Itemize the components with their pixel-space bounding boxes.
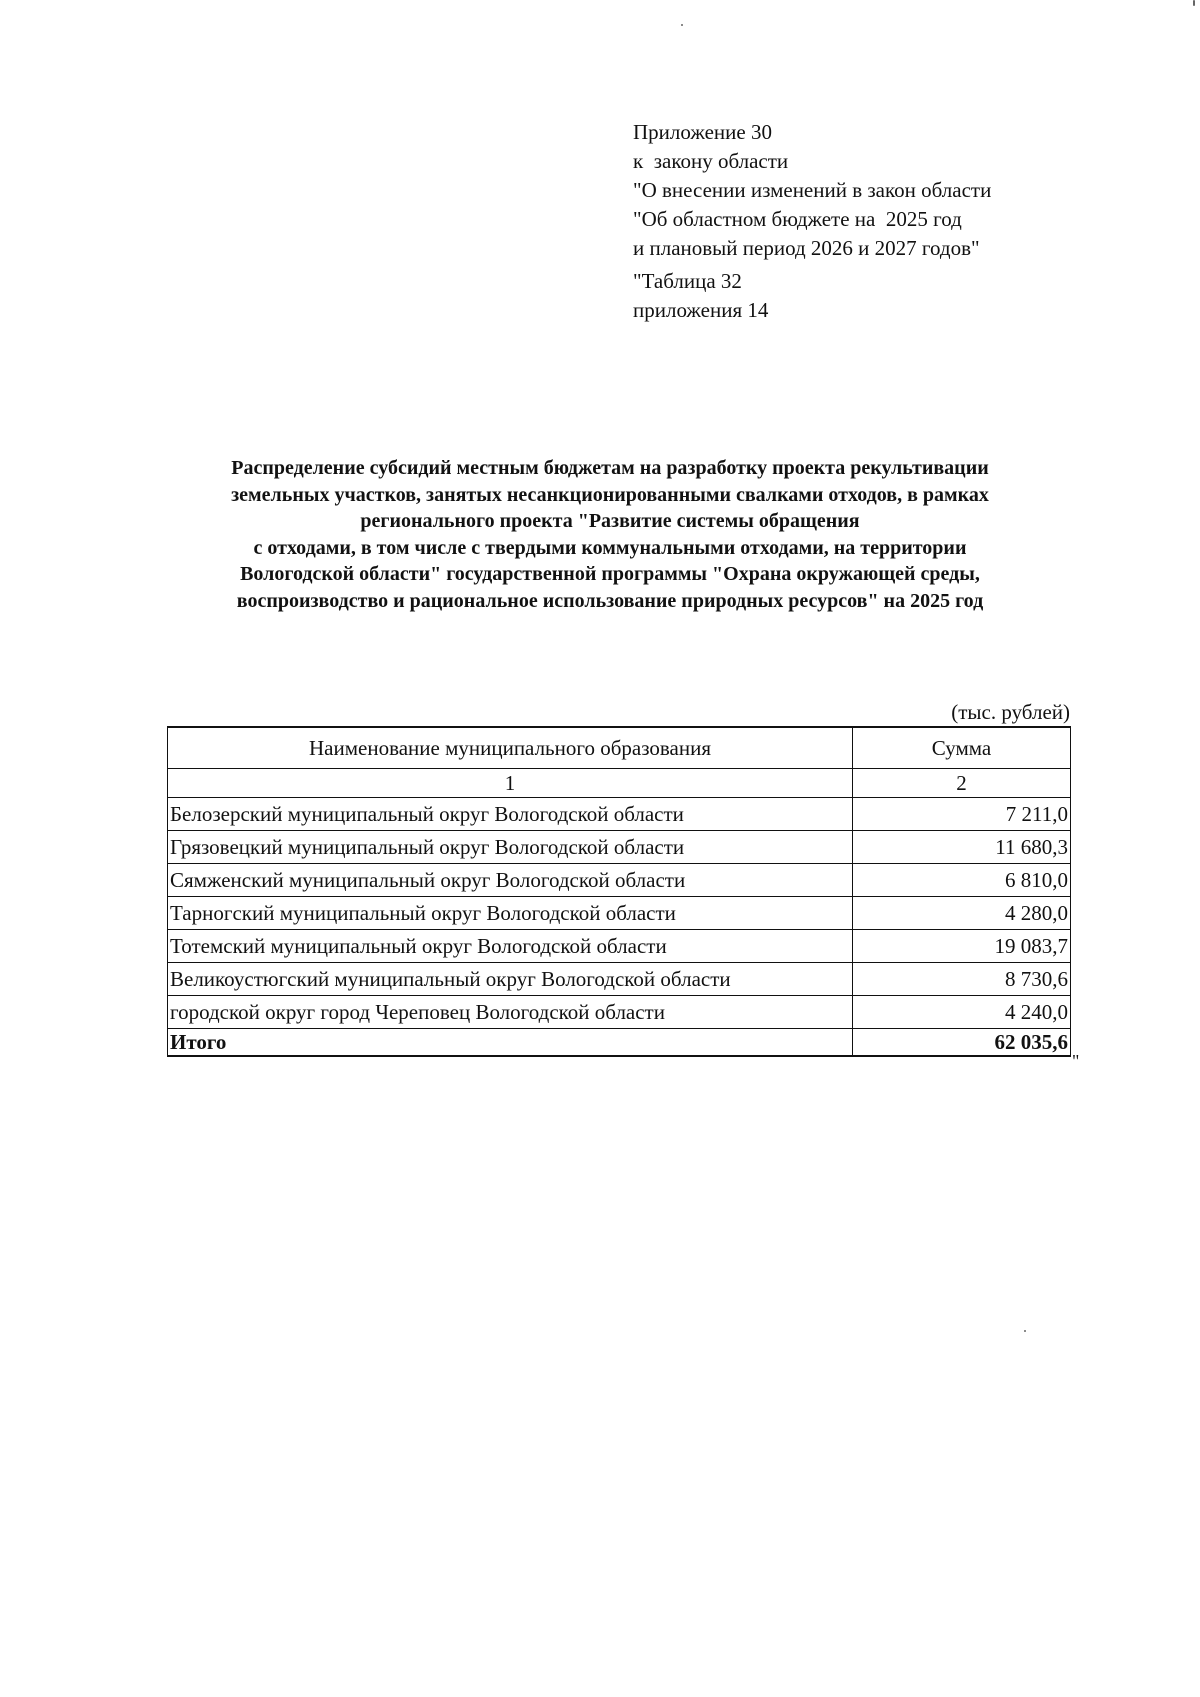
appendix-header xyxy=(633,118,991,325)
appendix-line: Приложение 30 xyxy=(633,120,772,144)
title-line: с отходами, в том числе с твердыми коммунальными отходами, на территории xyxy=(253,536,967,559)
subsidy-table xyxy=(167,726,1071,1057)
municipality-name: Тотемский муниципальный округ Вологодской области xyxy=(168,930,853,963)
table-header-row xyxy=(168,727,1071,769)
title-line: воспроизводство и рациональное использование природных ресурсов" на 2025 год xyxy=(236,589,984,612)
document-title xyxy=(150,455,1070,614)
subsidy-amount: 4 280,0 xyxy=(853,897,1071,930)
municipality-name: Сямженский муниципальный округ Вологодской области xyxy=(168,864,853,897)
column-number-row xyxy=(168,769,1071,798)
title-line: земельных участков, занятых несанкционированными свалками отходов, в рамках xyxy=(231,483,989,506)
subsidy-amount: 7 211,0 xyxy=(853,798,1071,831)
table-reference-line: "Таблица 32 xyxy=(633,269,742,293)
table-reference-line: приложения 14 xyxy=(633,298,769,322)
table-row xyxy=(168,930,1071,963)
municipality-name: городской округ город Череповец Вологодской области xyxy=(168,996,853,1029)
subsidy-amount: 4 240,0 xyxy=(853,996,1071,1029)
scan-speck xyxy=(1193,0,1195,6)
scan-speck xyxy=(681,24,683,26)
subsidy-amount: 19 083,7 xyxy=(853,930,1071,963)
table-row xyxy=(168,864,1071,897)
table-row xyxy=(168,798,1071,831)
scan-speck xyxy=(1024,1330,1026,1332)
municipality-name: Белозерский муниципальный округ Вологодской области xyxy=(168,798,853,831)
table-row xyxy=(168,897,1071,930)
units-label: (тыс. рублей) xyxy=(951,700,1070,724)
total-row xyxy=(168,1029,1071,1057)
closing-quote-mark: " xyxy=(1072,1051,1080,1071)
title-line: Вологодской области" государственной программы "Охрана окружающей среды, xyxy=(240,563,980,585)
title-line: Распределение субсидий местным бюджетам на разработку проекта рекультивации xyxy=(231,457,989,479)
municipality-name: Великоустюгский муниципальный округ Вологодской области xyxy=(168,963,853,996)
table-row xyxy=(168,996,1071,1029)
appendix-line: "О внесении изменений в закон области xyxy=(633,178,992,202)
total-label: Итого xyxy=(168,1029,853,1057)
appendix-line: "Об областном бюджете на 2025 год xyxy=(633,207,962,231)
subsidy-amount: 6 810,0 xyxy=(853,864,1071,897)
total-amount: 62 035,6 xyxy=(853,1029,1071,1057)
municipality-name: Тарногский муниципальный округ Вологодской области xyxy=(168,897,853,930)
table-row xyxy=(168,831,1071,864)
table-row xyxy=(168,963,1071,996)
appendix-line: и плановый период 2026 и 2027 годов" xyxy=(633,236,980,260)
municipality-name: Грязовецкий муниципальный округ Вологодской области xyxy=(168,831,853,864)
subsidy-amount: 11 680,3 xyxy=(853,831,1071,864)
title-line: регионального проекта "Развитие системы обращения xyxy=(360,510,860,532)
subsidy-amount: 8 730,6 xyxy=(853,963,1071,996)
column-number: 2 xyxy=(853,769,1071,798)
column-header-name: Наименование муниципального образования xyxy=(168,727,853,769)
column-header-sum: Сумма xyxy=(853,727,1071,769)
column-number: 1 xyxy=(168,769,853,798)
appendix-line: к закону области xyxy=(633,149,789,173)
